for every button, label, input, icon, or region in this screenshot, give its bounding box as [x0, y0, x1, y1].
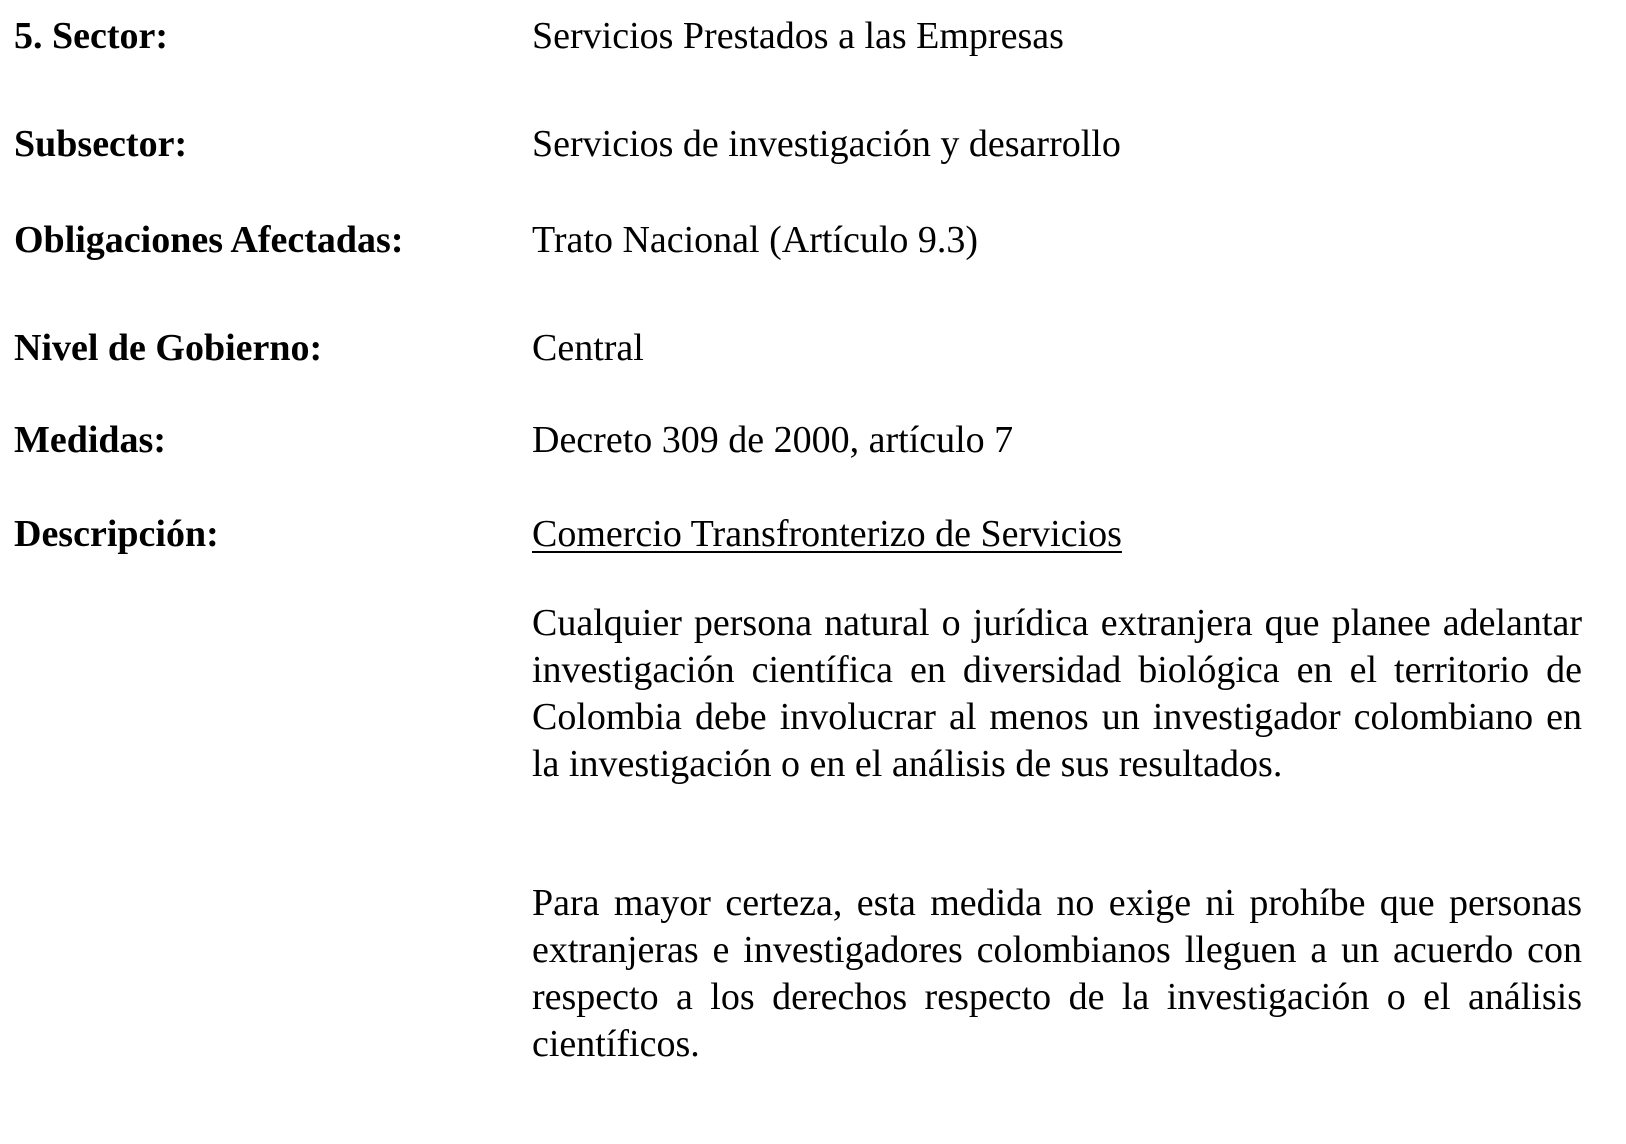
field-subsector [14, 122, 1604, 182]
sector-value: Servicios Prestados a las Empresas [532, 15, 1064, 57]
field-nivel-gobierno [14, 326, 1604, 386]
obligaciones-label: Obligaciones Afectadas: [14, 219, 404, 261]
nivel-gobierno-value: Central [532, 327, 644, 369]
subsector-value: Servicios de investigación y desarrollo [532, 123, 1121, 165]
nivel-gobierno-label: Nivel de Gobierno: [14, 327, 323, 369]
descripcion-label: Descripción: [14, 513, 219, 555]
descripcion-heading: Comercio Transfronterizo de Servicios [532, 513, 1122, 555]
description-paragraph-2: Para mayor certeza, esta medida no exige ni prohíbe que personas extranjeras e investigadores colombianos lleguen a un acuerdo con respecto a los derechos respecto de la investigación o el análisis científicos. [532, 882, 1582, 1065]
description-paragraph-1: Cualquier persona natural o jurídica extranjera que planee adelantar investigación científica en diversidad biológica en el territorio de Colombia debe involucrar al menos un investigador colombiano en la investigación o en el análisis de sus resultados. [532, 602, 1582, 785]
field-obligaciones [14, 218, 1604, 278]
sector-label: 5. Sector: [14, 15, 169, 57]
field-sector [14, 14, 1604, 74]
medidas-label: Medidas: [14, 419, 166, 461]
obligaciones-value: Trato Nacional (Artículo 9.3) [532, 219, 979, 261]
subsector-label: Subsector: [14, 123, 188, 165]
medidas-value: Decreto 309 de 2000, artículo 7 [532, 419, 1014, 461]
field-medidas [14, 418, 1604, 478]
field-descripcion [14, 512, 1604, 572]
